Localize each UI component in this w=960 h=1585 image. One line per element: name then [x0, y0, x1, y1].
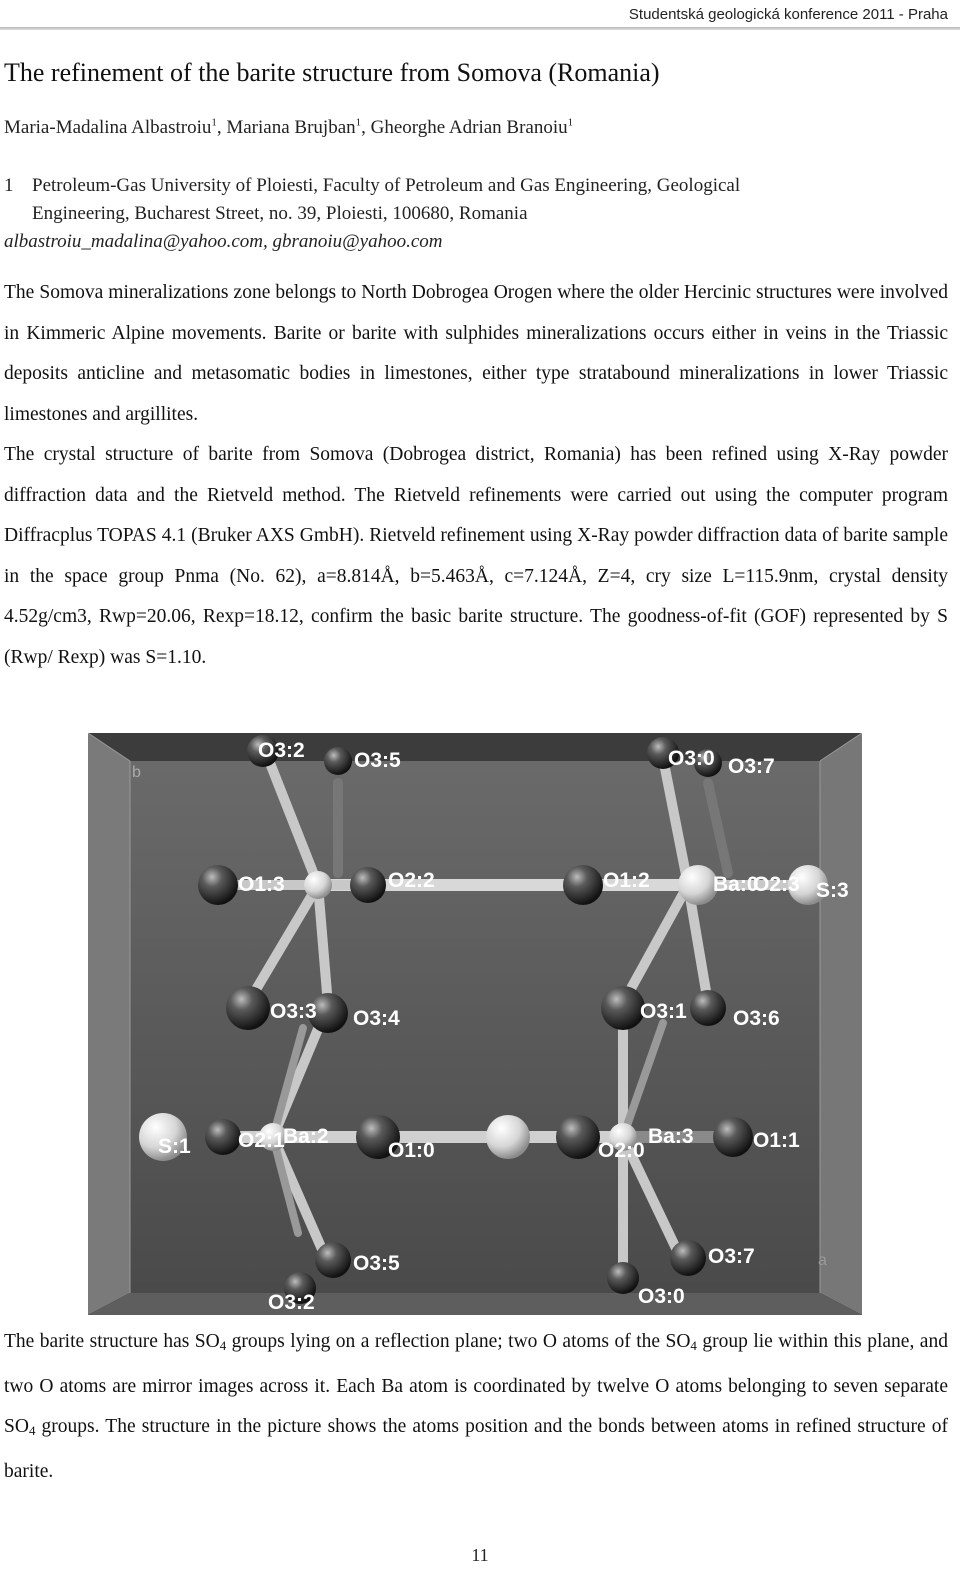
atom-label: O2:3 — [753, 873, 800, 896]
author-list: Maria-Madalina Albastroiu$^1$, Mariana Brujban$^1$, Gheorghe Adrian Branoiu$^1$ — [4, 116, 574, 138]
author-name: Maria-Madalina Albastroiu — [4, 117, 212, 138]
atom-sphere — [670, 1240, 706, 1276]
affiliation-block — [4, 172, 934, 256]
text-run: group lie within this plane, and two O atoms are mirror images across it. Each Ba atom is coordinated by twelve O atoms belonging to seven separate SO — [4, 1331, 948, 1437]
atom-sphere — [304, 871, 332, 899]
atom-sphere — [556, 1115, 600, 1159]
atom-label: S:1 — [158, 1135, 191, 1158]
atom-label: O3:5 — [354, 749, 401, 772]
atom-sphere — [315, 1242, 351, 1278]
atom-label: O3:0 — [668, 747, 715, 770]
atom-label: Ba:0 — [713, 873, 759, 896]
page-number: 11 — [471, 1545, 489, 1565]
atom-label: O3:6 — [733, 1007, 780, 1030]
unit-cell-bottom-face — [88, 1293, 862, 1315]
author-affiliation-mark: 1 — [567, 116, 574, 129]
text-run: groups lying on a reflection plane; two O atoms of the SO — [226, 1331, 691, 1352]
page-header — [0, 0, 960, 30]
abstract-paragraph-geology: The Somova mineralizations zone belongs to North Dobrogea Orogen where the older Hercinic structures were involved in Kimmeric Alpine movements. Barite or barite with sulphides mineralizations occurs either in veins in the Triassic deposits anticline and metasomatic bodies in limestones, either type stratabound mineralizations in lower Triassic limestones and argillites. — [4, 282, 948, 425]
abstract-paragraph-refinement: The crystal structure of barite from Somova (Dobrogea district, Romania) has been refined using X-Ray powder diffraction data and the Rietveld method. The Rietveld refinements were carried out using the computer program Diffracplus TOPAS 4.1 (Bruker AXS GmbH). Rietveld refinement using X-Ray powder diffraction data of barite sample in the space group Pnma (No. 62), a=8.814Å, b=5.463Å, c=7.124Å, Z=4, cry size L=115.9nm, crystal density 4.52g/cm3, Rwp=20.06, Rexp=18.12, confirm the basic barite structure. The goodness-of-fit (GOF) represented by S (Rwp/ Rexp) was S=1.10. — [4, 444, 948, 668]
conference-name: Studentská geologická konference 2011 - Praha — [628, 6, 948, 23]
atom-label: O3:2 — [258, 739, 305, 762]
atom-label: O3:1 — [640, 1000, 687, 1023]
author-affiliation-mark: 1 — [355, 116, 362, 129]
atom-label: O3:2 — [268, 1291, 315, 1314]
atom-sphere — [563, 865, 603, 905]
atom-sphere — [678, 865, 718, 905]
atom-label: Ba:2 — [283, 1125, 329, 1148]
header-rule — [0, 27, 960, 30]
atom-label: O3:5 — [353, 1252, 400, 1275]
atom-sphere — [690, 990, 726, 1026]
atom-label: O1:3 — [238, 873, 285, 896]
author-name: Gheorghe Adrian Branoiu — [370, 117, 568, 138]
atom-label: O3:7 — [728, 755, 775, 778]
affiliation-line: Petroleum-Gas University of Ploiesti, Faculty of Petroleum and Gas Engineering, Geological — [32, 175, 741, 196]
atom-label: O3:0 — [638, 1285, 685, 1308]
atom-label: O3:3 — [270, 1000, 317, 1023]
atom-sphere — [713, 1117, 753, 1157]
author-name: Mariana Brujban — [226, 117, 356, 138]
atom-sphere — [486, 1115, 530, 1159]
atom-label: O2:1 — [238, 1129, 285, 1152]
axis-label-a: a — [818, 1252, 827, 1269]
text-run: groups. The structure in the picture shows the atoms position and the bonds between atoms in refined structure of barite. — [4, 1416, 948, 1482]
text-run: The barite structure has SO — [4, 1331, 220, 1352]
atom-label: S:3 — [816, 879, 849, 902]
atom-sphere — [607, 1262, 639, 1294]
author-affiliation-mark: 1 — [211, 116, 217, 129]
subscript: 4 — [219, 1338, 227, 1353]
atom-label: O1:2 — [603, 869, 650, 892]
atom-label: O1:0 — [388, 1139, 435, 1162]
crystal-structure-figure — [88, 733, 862, 1315]
atom-label: O2:0 — [598, 1139, 645, 1162]
crystal-structure-render — [88, 733, 862, 1315]
subscript: 4 — [690, 1338, 697, 1353]
atom-sphere — [324, 747, 352, 775]
atom-sphere — [350, 867, 386, 903]
atom-label: O3:4 — [353, 1007, 400, 1030]
atom-label: O2:2 — [388, 869, 435, 892]
unit-cell-left-face — [88, 733, 130, 1315]
atom-label: O3:7 — [708, 1245, 755, 1268]
atom-sphere — [198, 865, 238, 905]
subscript: 4 — [28, 1423, 36, 1438]
affiliation-line: Engineering, Bucharest Street, no. 39, Ploiesti, 100680, Romania — [32, 203, 528, 224]
atom-sphere — [226, 986, 270, 1030]
atom-label: O1:1 — [753, 1129, 800, 1152]
structure-description-paragraph — [4, 1322, 948, 1492]
affiliation-number: 1 — [4, 175, 14, 196]
author-emails: albastroiu_madalina@yahoo.com, gbranoiu@yahoo.com — [4, 231, 443, 252]
paper-title: The refinement of the barite structure from Somova (Romania) — [4, 58, 660, 87]
atom-label: Ba:3 — [648, 1125, 694, 1148]
atom-sphere — [601, 986, 645, 1030]
atom-sphere — [205, 1119, 241, 1155]
axis-label-b: b — [132, 764, 141, 781]
unit-cell-right-face — [820, 733, 862, 1315]
